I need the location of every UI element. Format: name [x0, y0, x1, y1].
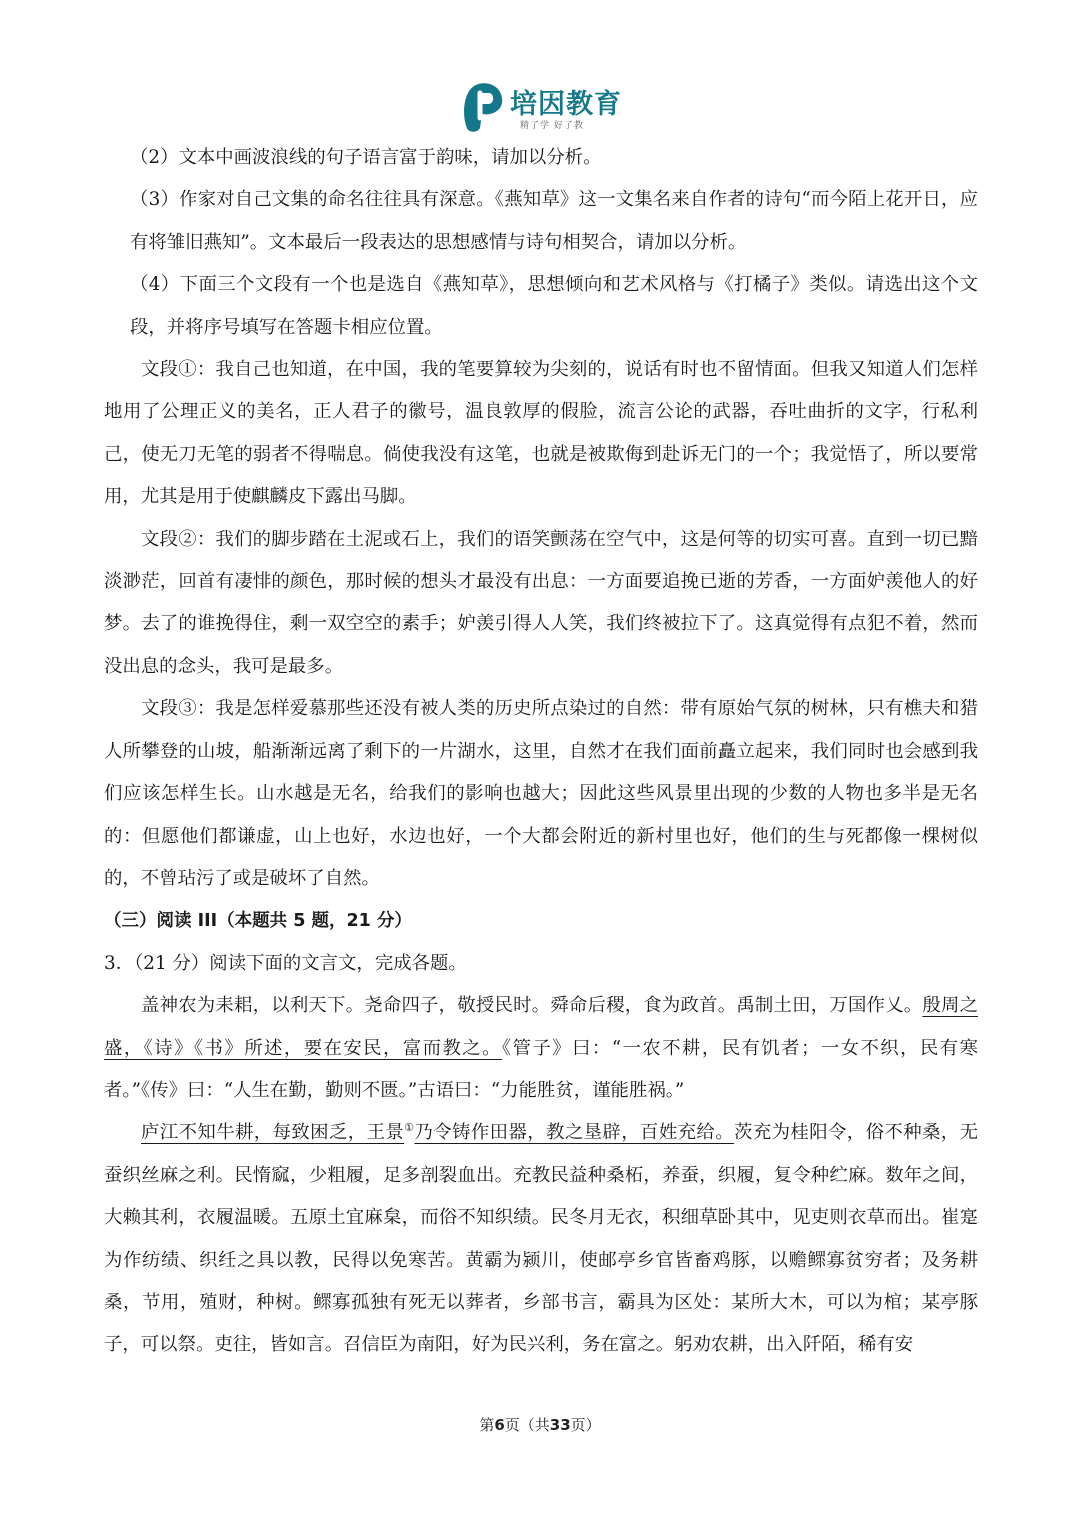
brand-name: 培因教育 — [510, 89, 622, 120]
passage-segment-2: 文段②：我们的脚步踏在土泥或石上，我们的语笑颤荡在空气中，这是何等的切实可喜。直到一切已黯淡渺茫，回首有凄悱的颜色，那时候的想头才最没有出息：一方面要追挽已逝的芳香，一方面妒羡他人的好梦。去了的谁挽得住，剩一双空空的素手；妒羡引得人人笑，我们终被拉下了。这真觉得有点犯不着，然而没出息的念头，我可是最多。 — [104, 528, 978, 677]
section-heading: （三）阅读 III（本题共 5 题，21 分） — [104, 911, 412, 932]
page-footer — [0, 1414, 1080, 1435]
footer-suffix: 页） — [570, 1416, 601, 1434]
logo-p-icon — [460, 80, 506, 132]
footer-total-pages: 33 — [549, 1416, 571, 1434]
brand-logo — [460, 80, 630, 136]
document-body — [104, 137, 978, 1367]
classical-p1-text-b: 《管子》曰：“一农不耕，民有饥者；一女不织，民有寒者。”《传》曰：“人生在勤，勤则不匮。”古语曰：“力能胜贫，谨能胜祸。” — [104, 1037, 979, 1101]
question-3-prompt: 3．（21 分）阅读下面的文言文，完成各题。 — [104, 952, 467, 974]
passage-segment-1: 文段①：我自己也知道，在中国，我的笔要算较为尖刻的，说话有时也不留情面。但我又知道人们怎样地用了公理正义的美名，正人君子的徽号，温良敦厚的假脸，流言公论的武器，吞吐曲折的文字，行私利己，使无刀无笔的弱者不得喘息。倘使我没有这笔，也就是被欺侮到赴诉无门的一个；我觉悟了，所以要常用，尤其是用于使麒麟皮下露出马脚。 — [104, 359, 978, 508]
question-4: （4）下面三个文段有一个也是选自《燕知草》，思想倾向和艺术风格与《打橘子》类似。请选出这个文段，并将序号填写在答题卡相应位置。 — [130, 274, 978, 338]
brand-slogan: 精了学 好了教 — [520, 121, 584, 131]
classical-p2-text: 茨充为桂阳令，俗不种桑，无蚕织丝麻之利。民惰窳，少粗履，足多剖裂血出。充教民益种桑柘，养蚕，织履，复令种纻麻。数年之间，大赖其利，衣履温暖。五原土宜麻枲，而俗不知织绩。民冬月无衣，积细草卧其中，见吏则衣草而出。崔寔为作纺绩、织纴之具以教，民得以免寒苦。黄霸为颍川，使邮亭乡官皆畜鸡豚，以赡鳏寡贫穷者；及务耕桑，节用，殖财，种树。鳏寡孤独有死无以葬者，乡部书言，霸具为区处：某所大木，可以为棺；某亭豚子，可以祭。吏往，皆如言。召信臣为南阳，好为民兴利，务在富之。躬劝农耕，出入阡陌，稀有安 — [104, 1122, 978, 1356]
classical-paragraph-1 — [104, 985, 978, 1112]
footer-middle: 页（共 — [504, 1416, 550, 1434]
classical-p1-text-a: 盖神农为耒耜，以利天下。尧命四子，敬授民时。舜命后稷，食为政首。禹制土田，万国作乂。 — [141, 995, 923, 1017]
footer-page-number: 6 — [494, 1416, 505, 1434]
classical-paragraph-2 — [104, 1112, 978, 1366]
passage-segment-3: 文段③：我是怎样爱慕那些还没有被人类的历史所点染过的自然：带有原始气氛的树林，只有樵夫和猎人所攀登的山坡，船渐渐远离了剩下的一片湖水，这里，自然才在我们面前矗立起来，我们同时也会感到我们应该怎样生长。山水越是无名，给我们的影响也越大；因此这些风景里出现的少数的人物也多半是无名的：但愿他们都谦虚，山上也好，水边也好，一个大都会附近的新村里也好，他们的生与死都像一棵树似的，不曾玷污了或是破坏了自然。 — [104, 698, 978, 889]
classical-p2-underlined-b: 乃令铸作田器，教之垦辟，百姓充给。 — [414, 1122, 735, 1144]
classical-p2-underlined-a: 庐江不知牛耕，每致困乏，王景 — [141, 1122, 405, 1144]
footnote-marker: ① — [404, 1121, 415, 1135]
footer-prefix: 第 — [479, 1416, 495, 1434]
question-2: （2）文本中画波浪线的句子语言富于韵味，请加以分析。 — [130, 147, 602, 168]
question-3: （3）作家对自己文集的命名往往具有深意。《燕知草》这一文集名来自作者的诗句“而今陌上花开日，应有将雏旧燕知”。文本最后一段表达的思想感情与诗句相契合，请加以分析。 — [130, 189, 978, 253]
classical-p1-underlined: 殷周之盛，《诗》《书》所述，要在安民，富而教之。 — [104, 995, 978, 1059]
